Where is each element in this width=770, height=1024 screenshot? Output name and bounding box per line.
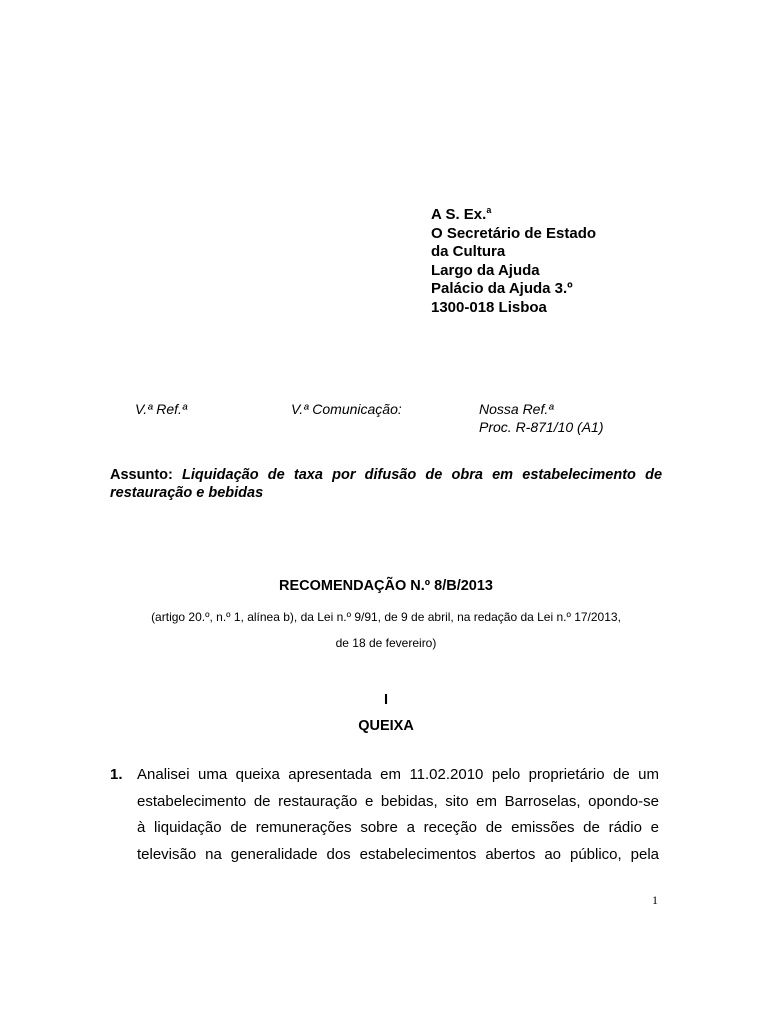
section-number: I [383,692,389,708]
recommendation-title: RECOMENDAÇÃO N.º 8/B/2013 [279,578,493,594]
addressee-block [431,206,596,317]
addressee-line-6: 1300-018 Lisboa [431,298,547,316]
page-number: 1 [652,893,658,907]
our-reference [479,400,604,436]
subject-text: Liquidação de taxa por difusão de obra em estabelecimento de restauração e bebidas [110,467,663,501]
paragraph-line-3: à liquidação de remunerações sobre a receção de emissões de rádio e [137,819,659,836]
subject-line [110,466,662,502]
process-number: Proc. R-871/10 (A1) [479,419,604,435]
paragraph-line-2: estabelecimento de restauração e bebidas, sito em Barroselas, opondo-se [137,793,659,810]
addressee-superscript: a [486,205,492,215]
paragraph-number: 1. [110,766,123,783]
our-reference-label: Nossa Ref.ª [479,401,554,417]
your-communication: V.ª Comunicação: [291,401,402,417]
recommendation-subtitle-2: de 18 de fevereiro) [335,636,437,650]
addressee-line-3: da Cultura [431,243,506,260]
subject-label: Assunto: [110,467,173,483]
addressee-line-2: O Secretário de Estado [431,224,597,242]
paragraph-line-1: Analisei uma queixa apresentada em 11.02.2010 pelo proprietário de um [137,766,659,783]
your-reference: V.ª Ref.ª [135,401,188,417]
paragraph-line-4: televisão na generalidade dos estabelecimentos abertos ao público, pela [137,846,659,863]
addressee-line-5: Palácio da Ajuda 3.º [431,280,573,297]
addressee-line-1: A S. Ex.$^a$ [431,205,492,223]
recommendation-subtitle-1: (artigo 20.º, n.º 1, alínea b), da Lei n.º 9/91, de 9 de abril, na redação da Lei n.º 17/2013, [151,610,621,624]
section-title: QUEIXA [358,718,414,734]
addressee-line-4: Largo da Ajuda [431,261,540,279]
